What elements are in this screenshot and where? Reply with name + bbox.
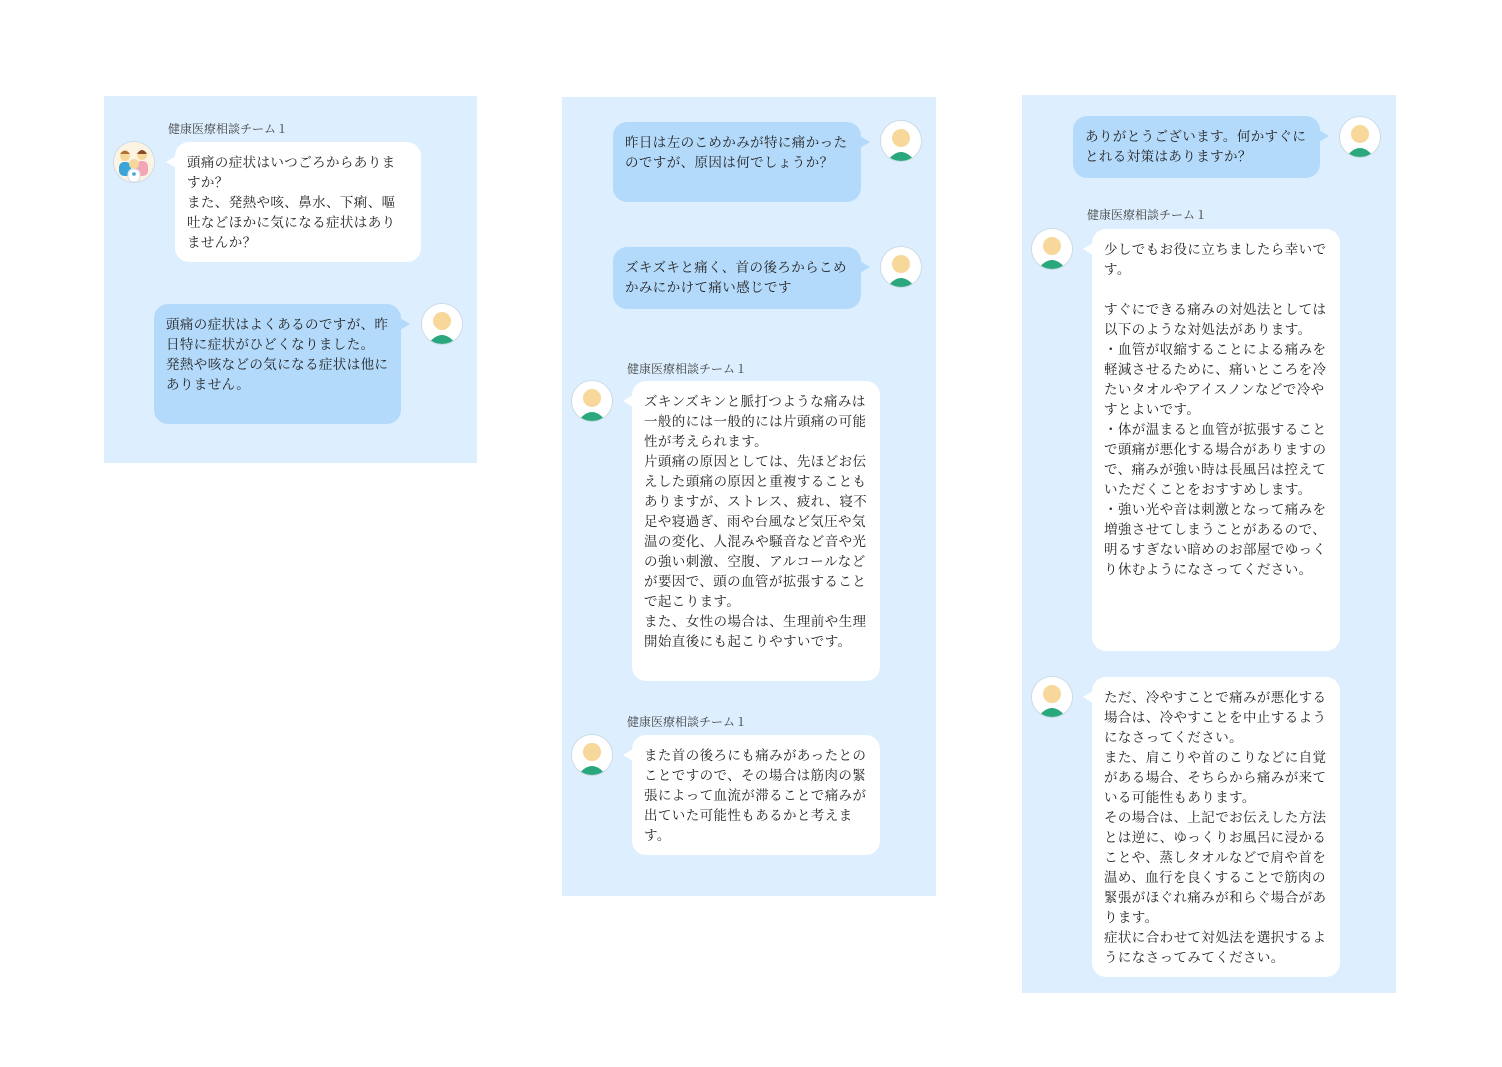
team-avatar-icon bbox=[572, 735, 612, 775]
user-avatar-icon bbox=[881, 121, 921, 161]
incoming-message: また首の後ろにも痛みがあったとのことですので、その場合は筋肉の緊張によって血流が滞ることで痛みが出ていた可能性もあるかと考えます。 bbox=[632, 735, 880, 855]
incoming-message: 頭痛の症状はいつごろからありますか？ また、発熱や咳、鼻水、下痢、嘔吐などほかに気になる症状はありませんか？ bbox=[175, 142, 421, 262]
user-avatar-icon bbox=[422, 304, 462, 344]
sender-name: 健康医療相談チーム１ bbox=[627, 715, 748, 729]
team-avatar-icon bbox=[1032, 677, 1072, 717]
outgoing-message: ズキズキと痛く、首の後ろからこめかみにかけて痛い感じです bbox=[613, 247, 861, 309]
sender-name: 健康医療相談チーム１ bbox=[1087, 208, 1208, 222]
sender-name: 健康医療相談チーム１ bbox=[168, 122, 289, 136]
incoming-message: 少しでもお役に立ちましたら幸いです。 すぐにできる痛みの対処法としては以下のような対処法があります。 ・血管が収縮することによる痛みを軽減させるために、痛いところを冷たいタオルやアイスノンなどで冷やすとよいです。 ・体が温まると血管が拡張することで頭痛が悪化する場合がありますので、痛みが強い時は長風呂は控えていただくことをおすすめします。 ・強い光や音は刺激となって痛みを増強させてしまうことがあるので、明るすぎない暗めのお部屋でゆっくり休むようになさってください。 bbox=[1092, 229, 1340, 651]
chat-panel-3 bbox=[1022, 95, 1396, 993]
outgoing-message: 頭痛の症状はよくあるのですが、昨日特に症状がひどくなりました。 発熱や咳などの気になる症状は他にありません。 bbox=[154, 304, 401, 424]
outgoing-message: ありがとうございます。何かすぐにとれる対策はありますか？ bbox=[1073, 116, 1320, 178]
outgoing-message: 昨日は左のこめかみが特に痛かったのですが、原因は何でしょうか？ bbox=[613, 122, 861, 202]
sender-name: 健康医療相談チーム１ bbox=[627, 362, 748, 376]
user-avatar-icon bbox=[881, 247, 921, 287]
chat-panel-2 bbox=[562, 97, 936, 896]
incoming-message: ズキンズキンと脈打つような痛みは一般的には一般的には片頭痛の可能性が考えられます。 片頭痛の原因としては、先ほどお伝えした頭痛の原因と重複することもありますが、ストレス、疲れ、寝不足や寝過ぎ、雨や台風など気圧や気温の変化、人混みや騒音など音や光の強い刺激、空腹、アルコールなどが要因で、頭の血管が拡張することで起こります。 また、女性の場合は、生理前や生理開始直後にも起こりやすいです。 bbox=[632, 381, 880, 681]
team-avatar-icon bbox=[114, 142, 154, 182]
incoming-message: ただ、冷やすことで痛みが悪化する場合は、冷やすことを中止するようになさってください。 また、肩こりや首のこりなどに自覚がある場合、そちらから痛みが来ている可能性もあります。 その場合は、上記でお伝えした方法とは逆に、ゆっくりお風呂に浸かることや、蒸しタオルなどで肩や首を温め、血行を良くすることで筋肉の緊張がほぐれ痛みが和らぐ場合があります。 症状に合わせて対処法を選択するようになさってみてください。 bbox=[1092, 677, 1340, 977]
chat-panel-1 bbox=[104, 96, 477, 463]
team-avatar-icon bbox=[1032, 229, 1072, 269]
team-avatar-icon bbox=[572, 381, 612, 421]
user-avatar-icon bbox=[1340, 117, 1380, 157]
